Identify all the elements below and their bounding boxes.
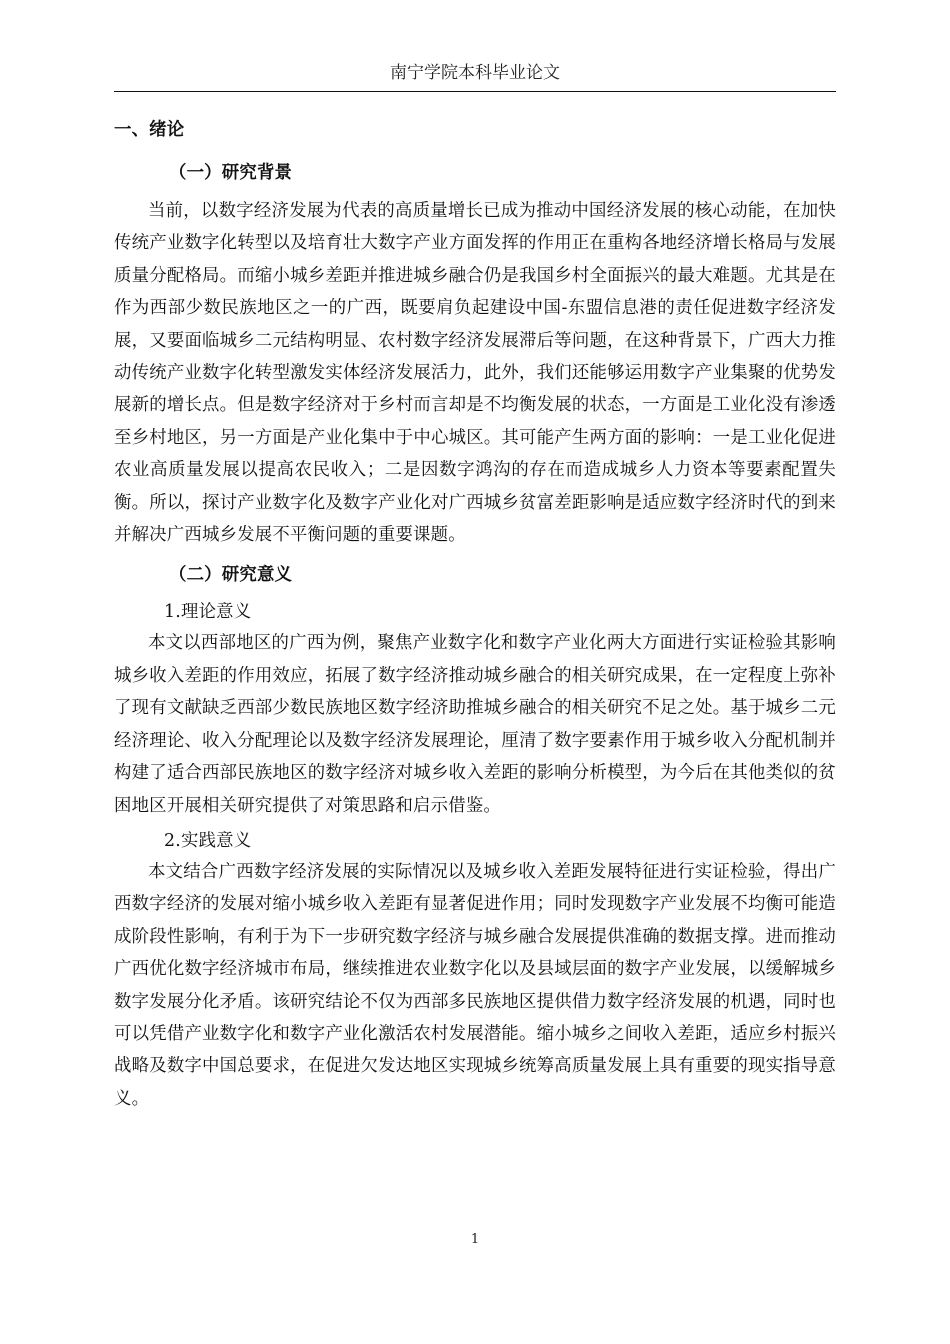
page-number: 1	[470, 1232, 480, 1247]
subheading-practice: 2.实践意义	[164, 830, 252, 851]
header-rule	[114, 91, 836, 92]
theory-paragraph: 本文以西部地区的广西为例，聚焦产业数字化和数字产业化两大方面进行实证检验其影响城乡收入差距的作用效应，拓展了数字经济推动城乡融合的相关研究成果，在一定程度上弥补了现有文献缺乏西部少数民族地区数字经济助推城乡融合的相关研究不足之处。基于城乡二元经济理论、收入分配理论以及数字经济发展理论，厘清了数字要素作用于城乡收入分配机制并构建了适合西部民族地区的数字经济对城乡收入差距的影响分析模型，为今后在其他类似的贫困地区开展相关研究提供了对策思路和启示借鉴。	[114, 633, 836, 816]
chapter-heading: 一、绪论	[114, 120, 185, 140]
main-content	[114, 115, 836, 1115]
subheading-theory: 1.理论意义	[164, 602, 252, 623]
practice-paragraph: 本文结合广西数字经济发展的实际情况以及城乡收入差距发展特征进行实证检验，得出广西数字经济的发展对缩小城乡收入差距有显著促进作用；同时发现数字产业发展不均衡可能造成阶段性影响，有利于为下一步研究数字经济与城乡融合发展提供准确的数据支撑。进而推动广西优化数字经济城市布局，继续推进农业数字化以及县域层面的数字产业发展，以缓解城乡数字发展分化矛盾。该研究结论不仅为西部多民族地区提供借力数字经济发展的机遇，同时也可以凭借产业数字化和数字产业化激活农村发展潜能。缩小城乡之间收入差距，适应乡村振兴战略及数字中国总要求，在促进欠发达地区实现城乡统筹高质量发展上具有重要的现实指导意义。	[114, 861, 836, 1109]
running-header: 南宁学院本科毕业论文	[390, 63, 560, 83]
section-heading-background: （一）研究背景	[169, 163, 293, 183]
section-heading-significance: （二）研究意义	[169, 565, 293, 586]
background-paragraph: 当前，以数字经济发展为代表的高质量增长已成为推动中国经济发展的核心动能，在加快传统产业数字化转型以及培育壮大数字产业方面发挥的作用正在重构各地经济增长格局与发展质量分配格局。而缩小城乡差距并推进城乡融合仍是我国乡村全面振兴的最大难题。尤其是在作为西部少数民族地区之一的广西，既要肩负起建设中国-东盟信息港的责任促进数字经济发展，又要面临城乡二元结构明显、农村数字经济发展滞后等问题，在这种背景下，广西大力推动传统产业数字化转型激发实体经济发展活力，此外，我们还能够运用数字产业集聚的优势发展新的增长点。但是数字经济对于乡村而言却是不均衡发展的状态，一方面是工业化没有渗透至乡村地区，另一方面是产业化集中于中心城区。其可能产生两方面的影响：一是工业化促进农业高质量发展以提高农民收入；二是因数字鸿沟的存在而造成城乡人力资本等要素配置失衡。所以，探讨产业数字化及数字产业化对广西城乡贫富差距影响是适应数字经济时代的到来并解决广西城乡发展不平衡问题的重要课题。	[114, 201, 836, 546]
